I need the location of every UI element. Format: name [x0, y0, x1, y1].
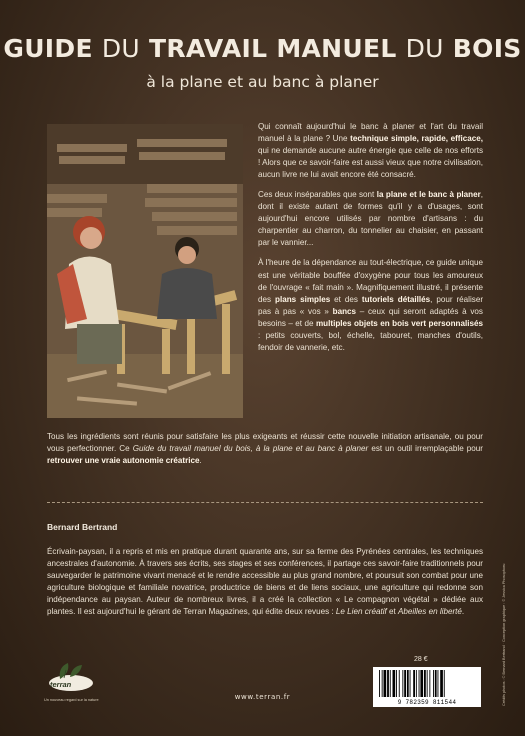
emphasis-text: la plane et le banc à planer	[376, 190, 481, 200]
description-column	[258, 121, 483, 362]
title-word: BOIS	[452, 34, 522, 63]
body-text: : petits couverts, bol, échelle, tabouret, manches d'outils, fendoir de vannerie, etc.	[258, 330, 483, 352]
barcode-bar	[387, 670, 389, 697]
emphasis-text: plans simples	[275, 294, 331, 304]
italic-text: Guide du travail manuel du bois, à la plane et au banc à planer	[132, 444, 369, 454]
emphasis-text: bancs	[332, 306, 357, 316]
book-subtitle: à la plane et au banc à planer	[146, 73, 379, 91]
barcode-bar	[393, 670, 396, 697]
body-text: est un outil irremplaçable pour	[368, 444, 483, 454]
emphasis-text: retrouver une vraie autonomie créatrice	[47, 456, 200, 466]
body-text: , dont il existe autant de formes qu'il y a d'usages, sont aujourd'hui encore utilisés par nombre d'artisans : du charpentier au charron, du tonnelier au chaisier, en passant par le vannier...	[258, 190, 483, 248]
barcode-bar	[402, 670, 403, 697]
barcode-bar	[416, 670, 417, 697]
emphasis-text: technique simple, rapide, efficace,	[350, 134, 484, 144]
emphasis-text: multiples objets en bois vert personnalisés	[315, 318, 483, 328]
isbn-number: 9 782359 811544	[397, 699, 457, 706]
author-bio	[47, 546, 483, 618]
barcode-bar	[419, 670, 420, 697]
barcode-bar	[407, 670, 409, 697]
barcode-bar	[435, 670, 437, 697]
body-text: .	[461, 607, 465, 617]
barcode-bar	[384, 670, 387, 697]
price-label: 28 €	[414, 656, 428, 663]
barcode-bar	[438, 670, 439, 697]
barcode-bar	[427, 670, 428, 697]
publisher-name: terran	[50, 680, 72, 689]
barcode-bar	[424, 670, 426, 697]
title-word: DU	[405, 34, 444, 63]
barcode-bar	[404, 670, 406, 697]
title-word: GUIDE	[3, 34, 93, 63]
barcode-bar	[382, 670, 383, 697]
website-link[interactable]: www.terran.fr	[234, 693, 291, 701]
body-text: Qui connaît aujourd'hui le banc à planer et l'art du travail manuel à la plane ? Une	[258, 122, 483, 144]
barcode-bar	[390, 670, 391, 697]
barcode-bars	[373, 667, 481, 699]
body-text: Tous les ingrédients sont réunis pour satisfaire les plus exigeants et réussir cette nouvelle initiation artisanale, ou pour vous perfectionner. Ce	[47, 432, 483, 454]
barcode-bar	[410, 670, 411, 697]
barcode-bar	[399, 670, 400, 697]
description-paragraph	[258, 121, 483, 181]
body-text: et des	[330, 294, 362, 304]
barcode-bar	[379, 670, 380, 697]
closing-text	[47, 431, 483, 467]
author-name: Bernard Bertrand	[47, 522, 118, 532]
section-divider	[47, 502, 483, 503]
barcode-bar	[444, 670, 445, 697]
title-word: DU	[101, 34, 141, 63]
description-paragraph	[258, 189, 483, 249]
barcode-bar	[396, 670, 397, 697]
barcode-bar	[433, 670, 434, 697]
emphasis-text: tutoriels détaillés	[361, 294, 431, 304]
book-title	[0, 34, 525, 63]
closing-paragraph	[47, 431, 483, 467]
publisher-tagline: Un nouveau regard sur la nature	[44, 698, 99, 702]
italic-text: Le Lien créatif	[335, 607, 387, 617]
body-text: , pour réaliser pas à pas « vos »	[258, 294, 484, 316]
workshop-photo	[47, 124, 243, 418]
description-paragraph	[258, 257, 483, 353]
body-text: Écrivain-paysan, il a repris et mis en pratique durant quarante ans, sur sa ferme des Pyrénées centrales, les techniques ancestrales d'autonomie. À travers ses écrits, ses stages et ses conférences, il partage ces savoir-faire traditionnels pour sauvegarder le patrimoine vivant menacé et le rendre accessible au plus grand nombre, et poursuit son combat pour une agriculture biologique et familiale novatrice, productrice de biens et de liens sociaux, une agriculture qui redonne son indépendance au paysan. Auteur de nombreux livres, il a créé la collection « Le compagnon végétal » dédiée aux plantes. Il est aujourd'hui le gérant de Terran Magazines, qui édite deux revues :	[47, 547, 483, 617]
barcode-bar	[420, 670, 423, 697]
title-word: TRAVAIL MANUEL	[149, 34, 397, 63]
body-text: – ceux qui seront adaptés à vos besoins – et de	[258, 306, 483, 328]
isbn-barcode	[373, 667, 481, 707]
bio-paragraph	[47, 546, 483, 618]
body-text: À l'heure de la dépendance au tout-électrique, ce guide unique est une véritable bouffée d'oxygène pour tous les amoureux de l'ouvrage « fait main ». Magnifiquement illustré, il présente des	[258, 258, 483, 304]
body-text: .	[199, 456, 202, 466]
barcode-bar	[440, 670, 443, 697]
barcode-bar	[429, 670, 430, 697]
body-text: et	[386, 607, 398, 617]
italic-text: Abeilles en liberté	[398, 607, 462, 617]
body-text: Ces deux inséparables que sont	[258, 190, 377, 200]
photo-credits: Crédits photos : © Bernard Bertrand · Conception graphique : © Jessica Phosophoru	[502, 563, 506, 706]
barcode-bar	[413, 670, 415, 697]
body-text: qui ne demande aucune autre énergie que celle de nos efforts ! Alors que ce savoir-faire est aussi vieux que notre civilisation, aucun livre ne lui avait encore été consacré.	[258, 146, 483, 180]
